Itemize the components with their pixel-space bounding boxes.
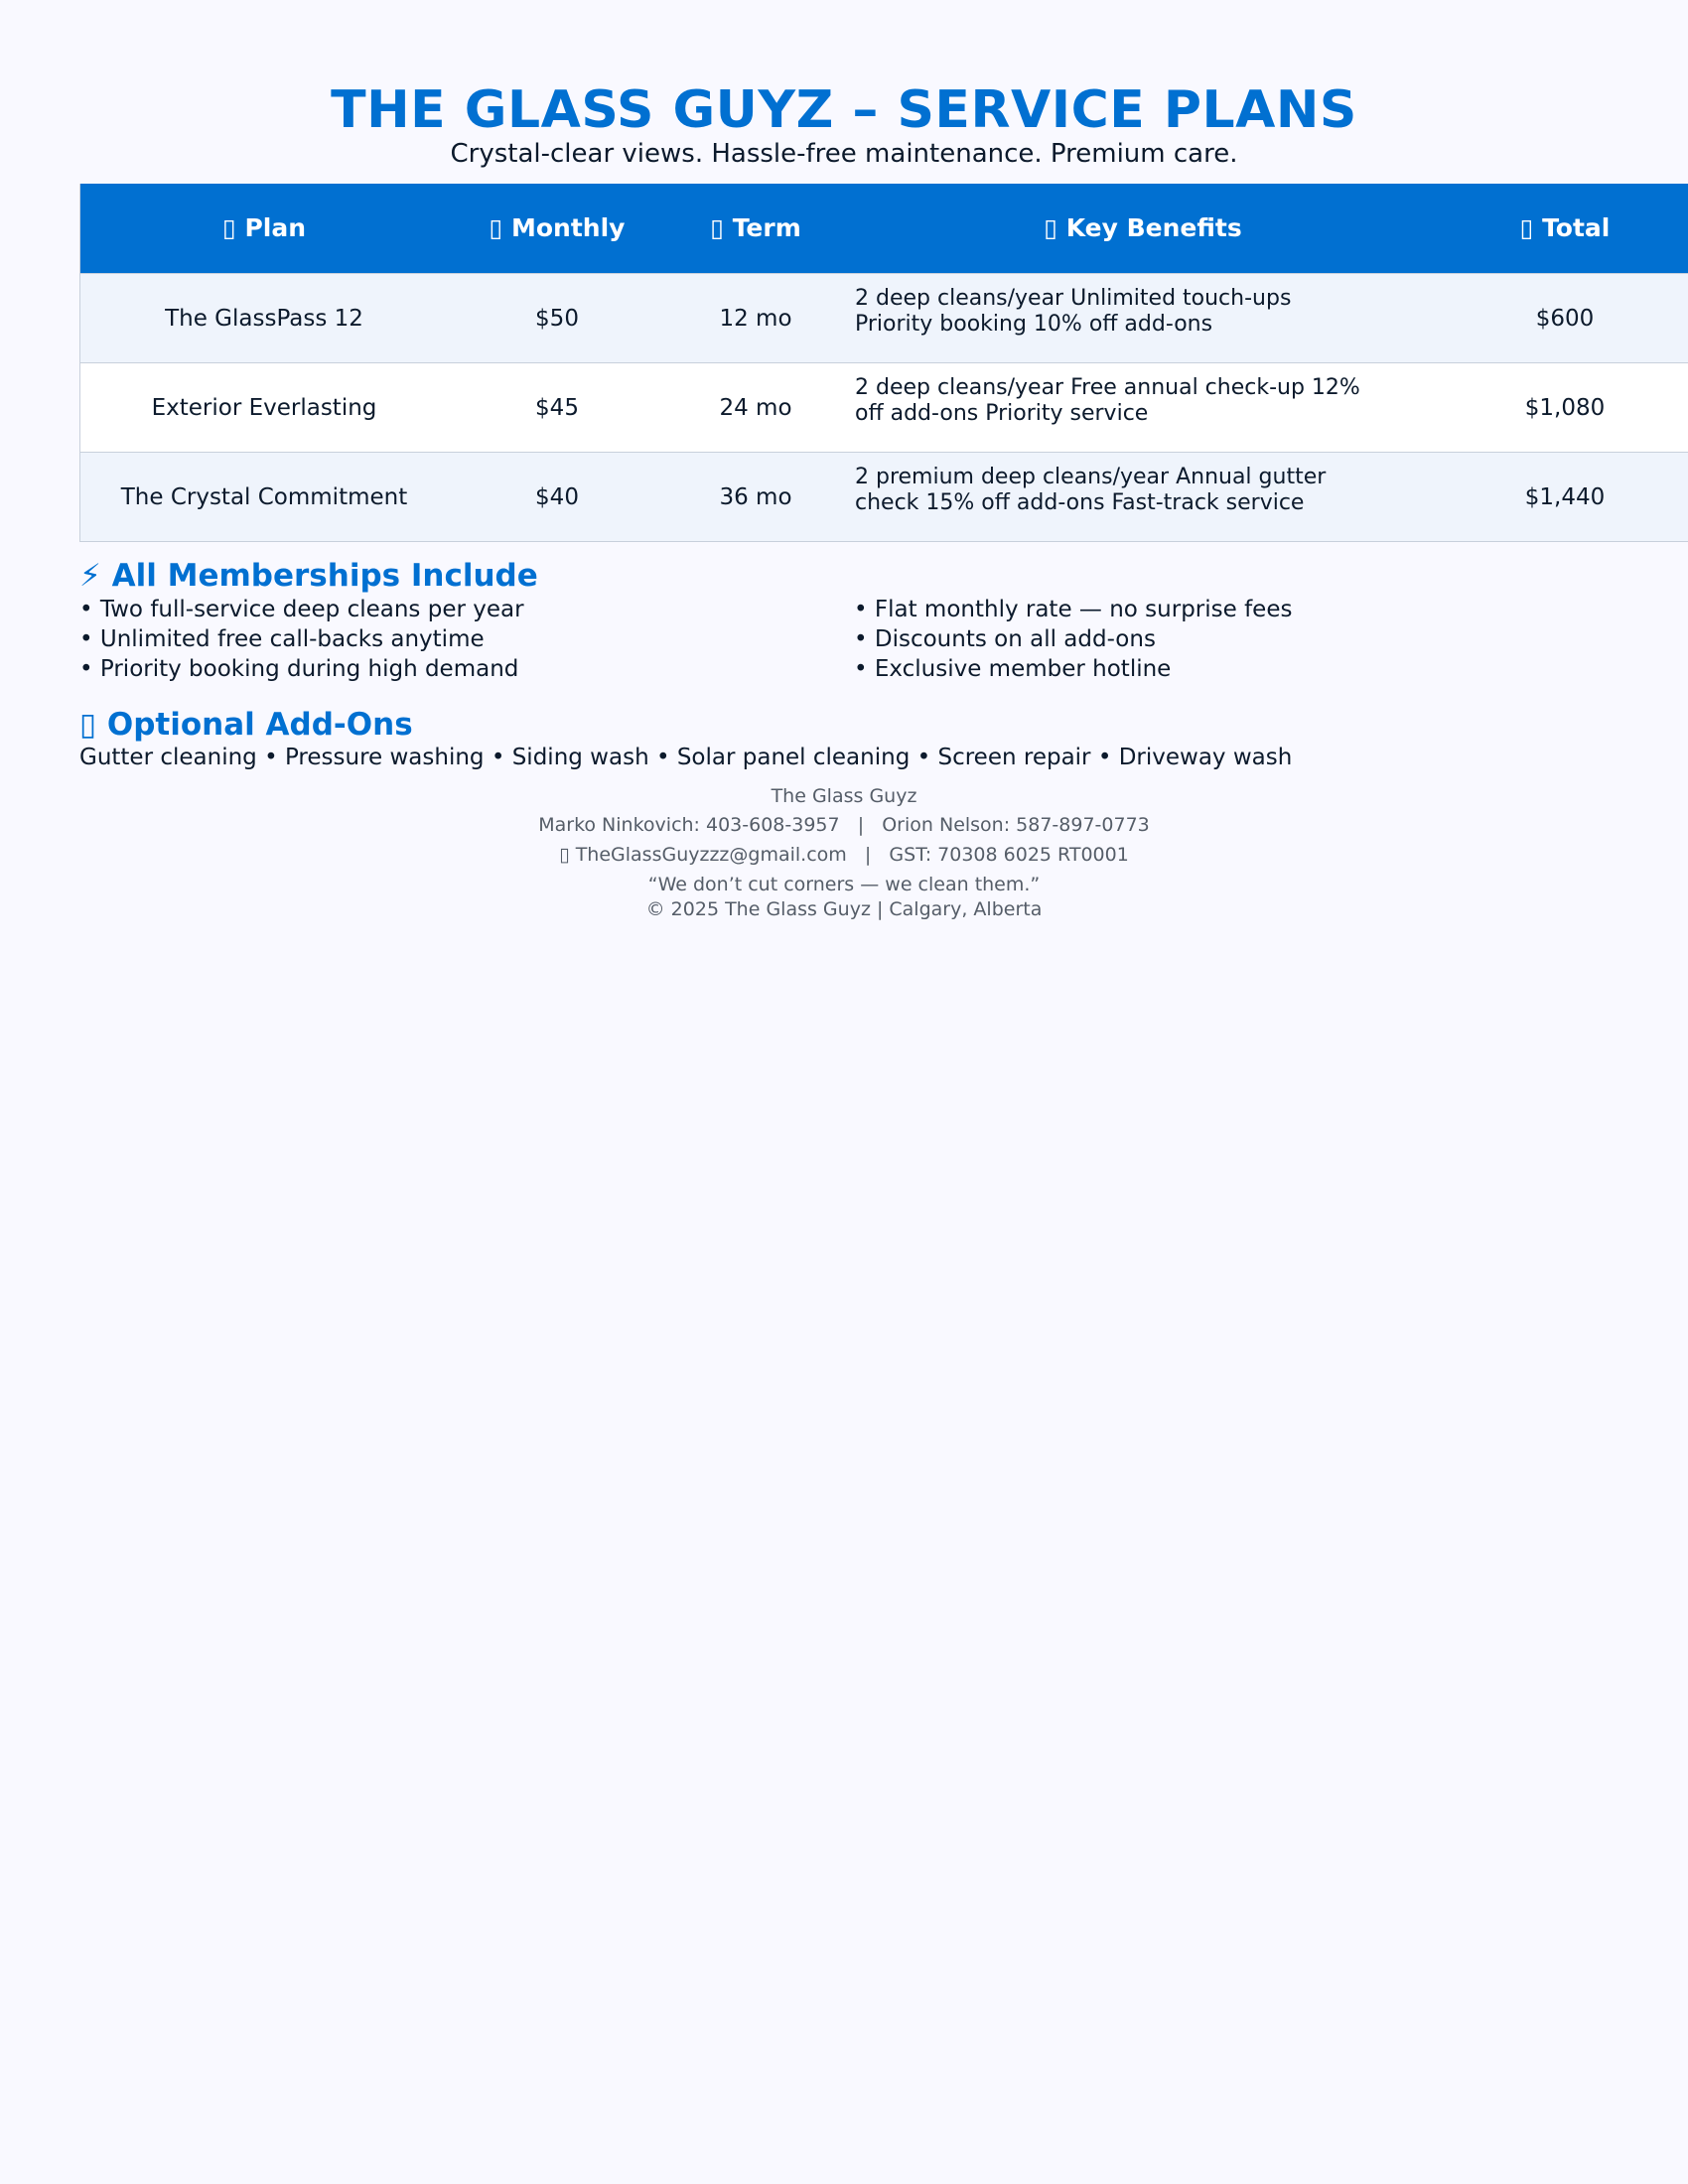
plan-name: The Crystal Commitment xyxy=(120,483,408,510)
email-icon: ▯ xyxy=(559,844,570,866)
tools-icon: ▯ xyxy=(79,707,97,743)
plan-name: Exterior Everlasting xyxy=(151,394,377,421)
footer-email-gst-text: TheGlassGuyzzz@gmail.com | GST: 70308 6025 RT0001 xyxy=(575,844,1129,866)
lightning-icon: ⚡ xyxy=(79,558,101,594)
memberships-heading xyxy=(79,557,538,595)
plan-benefits: 2 premium deep cleans/year Annual gutter check 15% off add-ons Fast-track service xyxy=(855,465,1327,515)
table-row xyxy=(79,274,1688,363)
plan-total: $600 xyxy=(1535,305,1595,332)
addons-heading xyxy=(79,706,413,744)
footer-company: The Glass Guyz xyxy=(771,785,917,807)
column-header-total xyxy=(1441,184,1688,273)
table-header-row xyxy=(79,184,1688,274)
list-item: • Discounts on all add-ons xyxy=(854,626,1156,652)
column-header-term xyxy=(666,184,845,273)
page-subtitle: Crystal-clear views. Hassle-free maintenance. Premium care. xyxy=(450,139,1238,169)
plan-term: 12 mo xyxy=(719,305,792,332)
memberships-list-right xyxy=(854,595,1292,684)
footer-copyright: © 2025 The Glass Guyz | Calgary, Alberta xyxy=(645,898,1043,920)
plan-benefits: 2 deep cleans/year Unlimited touch-ups Priority booking 10% off add-ons xyxy=(855,286,1292,337)
page-title: THE GLASS GUYZ – SERVICE PLANS xyxy=(331,80,1357,140)
table-row xyxy=(79,453,1688,542)
memberships-list-left xyxy=(79,595,524,684)
plans-table xyxy=(79,184,1688,542)
column-header-monthly xyxy=(448,184,666,273)
memberships-heading-label: All Memberships Include xyxy=(111,558,538,594)
column-header-label: Total xyxy=(1542,213,1611,242)
clipboard-icon: ▯ xyxy=(221,213,236,242)
sparkle-icon: ▯ xyxy=(1044,213,1058,242)
list-item: • Flat monthly rate — no surprise fees xyxy=(854,597,1293,622)
plan-benefits: 2 deep cleans/year Free annual check-up 12% off add-ons Priority service xyxy=(855,375,1360,426)
footer-quote: “We don’t cut corners — we clean them.” xyxy=(647,874,1041,895)
footer-contacts: Marko Ninkovich: 403-608-3957 | Orion Nelson: 587-897-0773 xyxy=(538,814,1150,836)
addons-list: Gutter cleaning • Pressure washing • Siding wash • Solar panel cleaning • Screen repair • Driveway wash xyxy=(79,745,1293,770)
column-header-label: Key Benefits xyxy=(1065,213,1242,242)
list-item: • Unlimited free call-backs anytime xyxy=(79,626,485,652)
list-item: • Exclusive member hotline xyxy=(854,656,1172,682)
list-item: • Two full-service deep cleans per year xyxy=(79,597,524,622)
plan-term: 36 mo xyxy=(719,483,792,510)
money-icon: ▯ xyxy=(1519,213,1534,242)
plan-monthly: $50 xyxy=(535,305,579,332)
column-header-label: Plan xyxy=(244,213,307,242)
plan-term: 24 mo xyxy=(719,394,792,421)
plan-name: The GlassPass 12 xyxy=(165,305,363,332)
footer-email-gst xyxy=(0,842,1688,868)
addons-heading-label: Optional Add-Ons xyxy=(106,707,413,743)
column-header-label: Term xyxy=(732,213,801,242)
column-header-label: Monthly xyxy=(511,213,626,242)
column-header-plan xyxy=(80,184,448,273)
hourglass-icon: ▯ xyxy=(710,213,724,242)
calendar-icon: ▯ xyxy=(489,213,503,242)
column-header-benefits xyxy=(845,184,1441,273)
plan-monthly: $45 xyxy=(535,394,579,421)
plan-monthly: $40 xyxy=(535,483,579,510)
list-item: • Priority booking during high demand xyxy=(79,656,519,682)
plan-total: $1,080 xyxy=(1524,394,1606,421)
plan-total: $1,440 xyxy=(1524,483,1606,510)
table-row xyxy=(79,363,1688,453)
